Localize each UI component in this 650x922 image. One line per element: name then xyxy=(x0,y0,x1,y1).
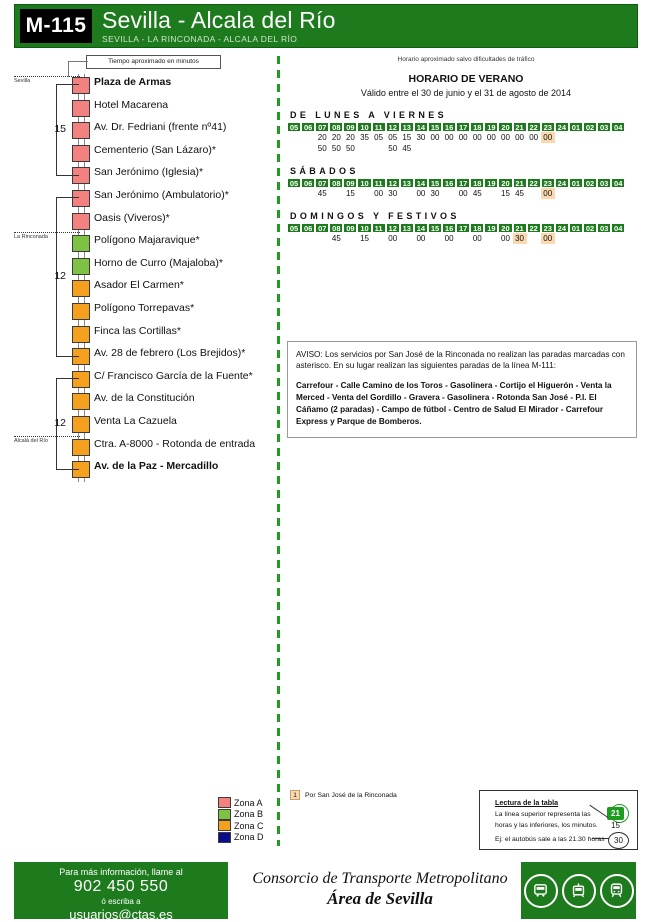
timetable-block-label: DE LUNES A VIERNES xyxy=(290,110,448,120)
minute-cell: 00 xyxy=(430,133,440,142)
hour-cell: 21 xyxy=(513,223,527,233)
timetable-block xyxy=(287,110,645,154)
hour-cell: 20 xyxy=(498,178,512,188)
timetable-validity: Válido entre el 30 de junio y el 31 de agosto de 2014 xyxy=(360,88,572,98)
hour-cell: 06 xyxy=(301,223,315,233)
hour-cell: 13 xyxy=(400,122,414,132)
hour-cell: 16 xyxy=(442,178,456,188)
minute-cell: 00 xyxy=(458,133,468,142)
zone-divider xyxy=(14,436,80,437)
minute-cell: 35 xyxy=(360,133,369,142)
minute-cell xyxy=(287,233,301,244)
lectura-hour-value: 21 xyxy=(607,807,624,820)
minute-cell xyxy=(555,233,569,244)
stop-label: Av. de la Paz - Mercadillo xyxy=(94,460,219,473)
minute-cell: 00 xyxy=(416,189,426,198)
hour-cell: 24 xyxy=(555,178,569,188)
hour-cell: 15 xyxy=(428,223,442,233)
minute-cell xyxy=(555,188,569,199)
stop-label: Horno de Curro (Majaloba)* xyxy=(94,256,223,269)
hour-cell: 20 xyxy=(498,122,512,132)
tram-icon xyxy=(562,874,596,908)
zone-divider xyxy=(14,76,80,77)
hour-cell: 10 xyxy=(357,223,371,233)
minute-cell: 20 xyxy=(317,133,327,142)
zone-swatch xyxy=(218,820,231,831)
minute-cell xyxy=(301,188,315,199)
hour-cell: 01 xyxy=(569,223,583,233)
stop-label: Finca las Cortillas* xyxy=(94,324,181,337)
hour-header-row xyxy=(287,122,645,132)
minute-cell xyxy=(597,188,611,199)
minute-cell: 45 xyxy=(402,144,412,153)
minute-cell xyxy=(357,143,371,154)
minute-cell: 50 xyxy=(388,144,398,153)
hour-cell: 09 xyxy=(343,178,357,188)
minute-cell: 00 xyxy=(458,189,468,198)
hour-cell: 23 xyxy=(541,223,555,233)
minute-cell: 00 xyxy=(529,133,539,142)
timetable-block xyxy=(287,166,645,199)
brand-line2: Área de Sevilla xyxy=(327,889,433,908)
hour-cell: 10 xyxy=(357,122,371,132)
footnote xyxy=(290,790,397,800)
minute-cell xyxy=(372,143,386,154)
stop-label: Av. 28 de febrero (Los Brejidos)* xyxy=(94,347,246,360)
hour-cell: 02 xyxy=(583,122,597,132)
minute-cell: 00 xyxy=(515,133,524,142)
train-icon xyxy=(600,874,634,908)
timetable-note: Horario aproximado salvo dificultades de tráfico xyxy=(397,56,535,63)
line-code-badge: M-115 xyxy=(20,9,92,43)
hour-cell: 18 xyxy=(470,178,484,188)
minute-cell xyxy=(442,143,456,154)
minute-cell xyxy=(287,143,301,154)
minute-cell xyxy=(569,188,583,199)
minute-cell xyxy=(470,143,484,154)
minute-cell xyxy=(484,233,498,244)
hour-cell: 12 xyxy=(386,223,400,233)
hour-cell: 09 xyxy=(343,223,357,233)
hour-cell: 17 xyxy=(456,223,470,233)
minute-cell xyxy=(611,233,625,244)
hour-cell: 22 xyxy=(527,178,541,188)
hour-cell: 01 xyxy=(569,122,583,132)
stop-label: Venta La Cazuela xyxy=(94,415,177,427)
hour-cell: 08 xyxy=(329,223,343,233)
hour-cell: 07 xyxy=(315,178,329,188)
minute-cell: 00 xyxy=(541,233,555,244)
minute-cell xyxy=(597,233,611,244)
minute-cell xyxy=(442,188,456,199)
stop-row xyxy=(0,456,277,482)
hour-cell: 20 xyxy=(498,223,512,233)
minute-cell: 05 xyxy=(388,133,398,142)
hour-cell: 03 xyxy=(597,223,611,233)
lectura-line1: La línea superior representa las xyxy=(495,811,591,818)
minute-cell xyxy=(541,143,555,154)
minute-cell: 00 xyxy=(541,132,555,143)
zone-name-label: Alcalá del Río xyxy=(14,437,48,444)
contact-info-line2: ó escriba a xyxy=(101,897,141,906)
minute-cell: 00 xyxy=(444,133,454,142)
minute-cell xyxy=(400,188,414,199)
timetable-title: HORARIO DE VERANO xyxy=(408,73,524,85)
zone-name-label: La Rinconada xyxy=(14,234,48,241)
hour-cell: 05 xyxy=(287,122,301,132)
table-reading-help-box xyxy=(479,790,638,850)
minute-cell xyxy=(287,132,301,143)
hour-cell: 14 xyxy=(414,223,428,233)
hour-cell: 15 xyxy=(428,122,442,132)
stop-label: Plaza de Armas xyxy=(94,76,172,88)
minute-cell xyxy=(329,188,343,199)
minute-cell xyxy=(513,143,527,154)
vertical-dashed-divider xyxy=(277,56,280,846)
timetable-block-label: DOMINGOS Y FESTIVOS xyxy=(290,211,460,221)
hour-cell: 10 xyxy=(357,178,371,188)
stop-label: Av. de la Constitución xyxy=(94,392,195,405)
minute-cell: 00 xyxy=(541,188,555,199)
minute-cell: 30 xyxy=(416,133,426,142)
hour-cell: 11 xyxy=(372,223,386,233)
hour-cell: 04 xyxy=(611,122,625,132)
contact-email[interactable]: usuarios@ctas.es xyxy=(69,907,173,922)
zone-legend-row xyxy=(218,797,264,809)
zone-legend-label: Zona A xyxy=(234,797,263,808)
hour-cell: 07 xyxy=(315,122,329,132)
minute-cell: 15 xyxy=(501,189,510,198)
stop-label: San Jerónimo (Iglesia)* xyxy=(94,166,204,179)
hour-cell: 05 xyxy=(287,178,301,188)
hour-cell: 21 xyxy=(513,122,527,132)
zone-swatch xyxy=(218,809,231,820)
stop-label: Av. Dr. Fedriani (frente nº41) xyxy=(94,121,227,134)
minute-cell xyxy=(301,143,315,154)
zone-legend-label: Zona B xyxy=(234,809,264,820)
minute-cell xyxy=(428,233,442,244)
hour-cell: 17 xyxy=(456,178,470,188)
stop-label: Hotel Macarena xyxy=(94,98,169,111)
hour-cell: 04 xyxy=(611,178,625,188)
zone-divider xyxy=(14,232,80,233)
lectura-title: Lectura de la tabla xyxy=(495,798,559,807)
hour-cell: 14 xyxy=(414,122,428,132)
minute-cell xyxy=(484,188,498,199)
minute-cell xyxy=(583,143,597,154)
minute-cell xyxy=(555,143,569,154)
hour-cell: 11 xyxy=(372,122,386,132)
hour-cell: 11 xyxy=(372,178,386,188)
footnote-text: Por San José de la Rinconada xyxy=(305,791,397,799)
lectura-min-a: 15 xyxy=(611,821,620,830)
minute-cell xyxy=(301,233,315,244)
hour-cell: 05 xyxy=(287,223,301,233)
zone-legend-row xyxy=(218,832,264,844)
stop-label: Oasis (Viveros)* xyxy=(94,211,170,224)
minute-row xyxy=(287,188,645,199)
zone-swatch xyxy=(218,832,231,843)
stop-label: C/ Francisco García de la Fuente* xyxy=(94,369,253,382)
zones-legend xyxy=(218,797,264,843)
hour-cell: 02 xyxy=(583,178,597,188)
minute-cell: 15 xyxy=(402,133,412,142)
minute-cell: 00 xyxy=(501,234,510,243)
minute-cell: 45 xyxy=(317,189,327,198)
minute-row xyxy=(287,143,645,154)
minute-cell xyxy=(498,143,512,154)
hour-cell: 19 xyxy=(484,122,498,132)
zone-swatch xyxy=(218,797,231,808)
contact-phone: 902 450 550 xyxy=(73,878,169,895)
minute-cell: 00 xyxy=(416,234,426,243)
minute-cell xyxy=(611,188,625,199)
hour-cell: 24 xyxy=(555,122,569,132)
hour-cell: 03 xyxy=(597,122,611,132)
minute-cell xyxy=(372,233,386,244)
minute-cell xyxy=(343,233,357,244)
timetable-block-label: SÁBADOS xyxy=(290,166,359,176)
timetable-block xyxy=(287,211,645,244)
zone-legend-row xyxy=(218,809,264,821)
stop-label: Ctra. A-8000 - Rotonda de entrada xyxy=(94,437,256,450)
minute-cell: 45 xyxy=(472,189,482,198)
contact-info-line1: Para más información, llame al xyxy=(59,867,183,877)
minute-cell xyxy=(287,188,301,199)
minute-cell: 15 xyxy=(360,234,369,243)
minute-cell: 50 xyxy=(331,144,341,153)
segment-minutes: 12 xyxy=(54,417,66,429)
minute-cell xyxy=(414,143,428,154)
notice-stops-text: Carrefour - Calle Camino de los Toros - Gasolinera - Cortijo el Higuerón - Venta la Merced - Venta del Gordillo - Gravera - Gasolinera - Rotonda San José - P.I. El Cáñamo (2 paradas) - Campo de fútbol - Centro de Salud El Mirador - Carrefour Express y Parque de Bomberos. xyxy=(296,381,612,426)
minute-cell xyxy=(456,143,470,154)
timetable-blocks xyxy=(287,110,645,244)
minute-cell xyxy=(527,143,541,154)
hour-cell: 04 xyxy=(611,223,625,233)
minute-cell xyxy=(555,132,569,143)
stop-label: Polígono Torrepavas* xyxy=(94,302,195,314)
minute-cell: 45 xyxy=(331,234,341,243)
stop-label: Cementerio (San Lázaro)* xyxy=(94,143,216,156)
hour-header-row xyxy=(287,223,645,233)
minute-cell: 50 xyxy=(317,144,327,153)
minute-cell xyxy=(428,143,442,154)
minute-cell xyxy=(484,143,498,154)
hour-cell: 21 xyxy=(513,178,527,188)
segment-minutes: 12 xyxy=(54,270,66,283)
hour-cell: 24 xyxy=(555,223,569,233)
minute-cell: 50 xyxy=(345,144,355,153)
stop-label: Polígono Majaravique* xyxy=(94,234,200,247)
timetable-panel xyxy=(287,56,645,244)
hour-cell: 06 xyxy=(301,178,315,188)
page-subtitle: SEVILLA - LA RINCONADA - ALCALA DEL RÍO xyxy=(102,33,298,44)
hour-cell: 15 xyxy=(428,178,442,188)
hour-cell: 17 xyxy=(456,122,470,132)
minute-cell xyxy=(456,233,470,244)
hour-cell: 22 xyxy=(527,223,541,233)
contact-block xyxy=(14,862,228,922)
hour-cell: 19 xyxy=(484,178,498,188)
notice-box xyxy=(287,341,637,438)
zone-name-label: Sevilla xyxy=(14,78,31,84)
time-approx-label: Tiempo aproximado en minutos xyxy=(86,55,221,69)
stop-label: Asador El Carmen* xyxy=(94,279,184,292)
hour-cell: 07 xyxy=(315,223,329,233)
minute-cell: 05 xyxy=(374,133,384,142)
brand-line1: Consorcio de Transporte Metropolitano xyxy=(252,870,508,887)
hour-cell: 08 xyxy=(329,122,343,132)
minute-cell: 00 xyxy=(374,189,384,198)
hour-cell: 12 xyxy=(386,122,400,132)
minute-row xyxy=(287,132,645,143)
zone-legend-label: Zona C xyxy=(234,820,264,831)
minute-row xyxy=(287,233,645,244)
segment-minutes: 15 xyxy=(54,123,66,136)
page-footer xyxy=(0,862,650,922)
minute-cell: 45 xyxy=(515,189,524,198)
lectura-leader-line-a xyxy=(589,805,608,818)
minute-cell xyxy=(315,233,329,244)
lectura-line3: Ej: el autobús sale a las 21.30 horas xyxy=(495,836,605,843)
transport-icons xyxy=(521,862,636,919)
hour-cell: 01 xyxy=(569,178,583,188)
hour-cell: 16 xyxy=(442,122,456,132)
hour-cell: 03 xyxy=(597,178,611,188)
bus-icon xyxy=(524,874,558,908)
minute-cell: 00 xyxy=(444,234,454,243)
hour-cell: 08 xyxy=(329,178,343,188)
page-title: Sevilla - Alcala del Río xyxy=(102,6,336,33)
minute-cell: 00 xyxy=(472,234,482,243)
minute-cell xyxy=(527,233,541,244)
minute-cell xyxy=(569,132,583,143)
minute-cell xyxy=(569,233,583,244)
hour-cell: 23 xyxy=(541,122,555,132)
minute-cell: 00 xyxy=(388,234,398,243)
page-header xyxy=(14,4,638,48)
hour-cell: 13 xyxy=(400,178,414,188)
minute-cell xyxy=(583,233,597,244)
header-texts xyxy=(102,6,336,44)
minute-cell xyxy=(611,132,625,143)
minute-cell xyxy=(527,188,541,199)
hour-header-row xyxy=(287,178,645,188)
hour-cell: 13 xyxy=(400,223,414,233)
minute-cell: 30 xyxy=(388,189,398,198)
lectura-min-b: 30 xyxy=(608,832,629,849)
minute-cell xyxy=(597,132,611,143)
hour-cell: 06 xyxy=(301,122,315,132)
minute-cell xyxy=(400,233,414,244)
stop-label: San Jerónimo (Ambulatorio)* xyxy=(94,189,229,201)
hour-cell: 23 xyxy=(541,178,555,188)
hour-cell: 18 xyxy=(470,122,484,132)
lectura-line2: horas y las inferiores, los minutos. xyxy=(495,822,598,829)
zone-legend-label: Zona D xyxy=(234,832,264,843)
minute-cell xyxy=(611,143,625,154)
minute-cell: 30 xyxy=(430,189,440,198)
minute-cell: 00 xyxy=(472,133,482,142)
minute-cell xyxy=(597,143,611,154)
hour-cell: 18 xyxy=(470,223,484,233)
hour-cell: 12 xyxy=(386,178,400,188)
minute-cell: 20 xyxy=(331,133,341,142)
minute-cell xyxy=(583,188,597,199)
zone-legend-row xyxy=(218,820,264,832)
minute-cell: 15 xyxy=(345,189,355,198)
minute-cell xyxy=(583,132,597,143)
footnote-marker: 1 xyxy=(290,790,300,800)
hour-cell: 14 xyxy=(414,178,428,188)
hour-cell: 02 xyxy=(583,223,597,233)
brand-block xyxy=(246,870,514,909)
minute-cell xyxy=(357,188,371,199)
minute-cell xyxy=(569,143,583,154)
hour-cell: 09 xyxy=(343,122,357,132)
minute-cell: 00 xyxy=(501,133,510,142)
minute-cell: 00 xyxy=(486,133,496,142)
hour-cell: 19 xyxy=(484,223,498,233)
minute-cell xyxy=(301,132,315,143)
hour-cell: 16 xyxy=(442,223,456,233)
minute-cell: 20 xyxy=(345,133,355,142)
minute-cell: 30 xyxy=(513,233,527,244)
notice-text: AVISO: Los servicios por San José de la Rinconada no realizan las paradas marcadas con asterisco. En su lugar realizan las siguientes paradas de la línea M-111: xyxy=(296,350,625,371)
hour-cell: 22 xyxy=(527,122,541,132)
